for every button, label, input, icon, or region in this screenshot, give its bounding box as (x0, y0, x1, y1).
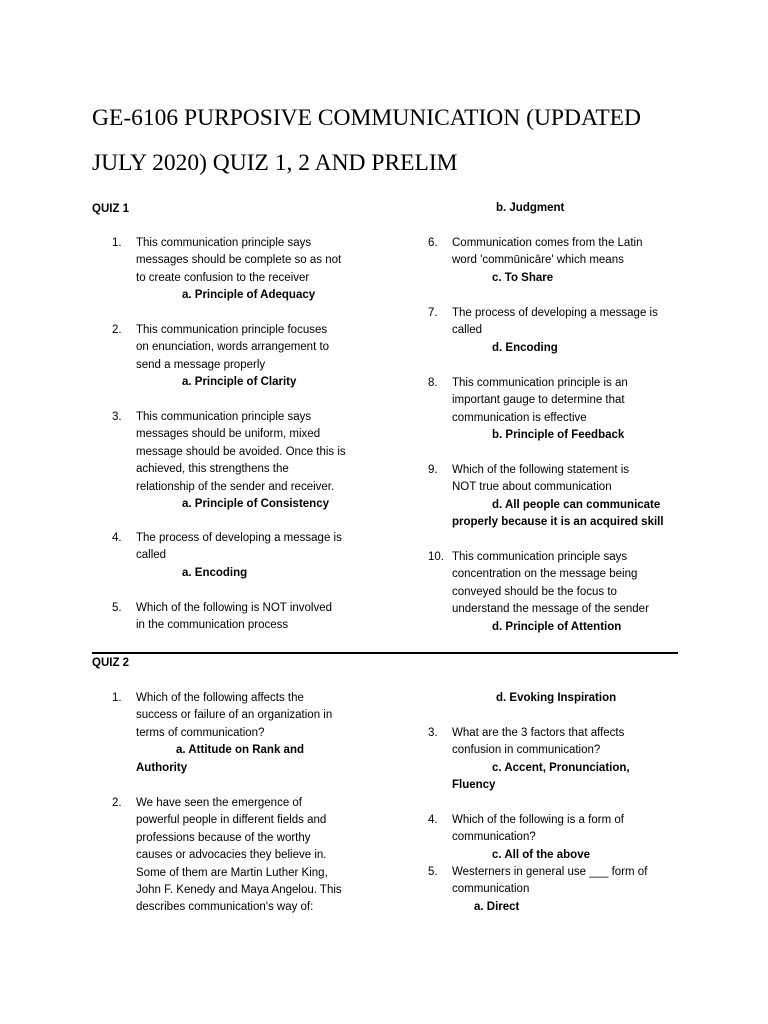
question-text: communication? (452, 831, 536, 844)
question-text: confusion in communication? (452, 744, 601, 757)
question-text: understand the message of the sender (452, 603, 649, 616)
question-number: 1. (112, 692, 122, 704)
question-number: 10. (428, 551, 444, 563)
question-number: 7. (428, 307, 438, 319)
answer-text-continued: properly because it is an acquired skill (452, 516, 664, 528)
answer-text: b. Principle of Feedback (492, 429, 625, 442)
question-text: This communication principle says (452, 551, 628, 563)
question-text: send a message properly (136, 358, 266, 371)
question-text: This communication principle says (136, 411, 312, 423)
question-text: terms of communication? (136, 726, 265, 739)
question-text: in the communication process (136, 619, 289, 632)
question-text: powerful people in different fields and (136, 814, 327, 827)
question-text: concentration on the message being (452, 568, 638, 581)
question-text: John F. Kenedy and Maya Angelou. This (136, 884, 342, 897)
section-divider (92, 652, 678, 654)
question-number: 4. (428, 814, 438, 826)
question-text: This communication principle focuses (136, 324, 328, 336)
question-text: We have seen the emergence of (136, 797, 303, 809)
question-text: This communication principle is an (452, 377, 628, 389)
answer-text: d. Encoding (492, 341, 558, 354)
question-number: 5. (112, 602, 122, 614)
question-text: The process of developing a message is (136, 532, 342, 544)
question-text: NOT true about communication (452, 481, 612, 494)
question-text: Which of the following affects the (136, 692, 304, 704)
quiz-1-carryover-answer: b. Judgment (496, 202, 565, 214)
question-text: relationship of the sender and receiver. (136, 480, 335, 493)
question-number: 8. (428, 377, 438, 389)
answer-text: a. Attitude on Rank and (176, 744, 304, 757)
document-title-line-1: GE-6106 PURPOSIVE COMMUNICATION (UPDATED (92, 105, 642, 131)
question-text: word 'commūnicāre' which means (452, 254, 624, 267)
answer-text-continued: Fluency (452, 779, 496, 791)
question-number: 4. (112, 532, 122, 544)
question-text: Communication comes from the Latin (452, 237, 643, 249)
question-text: messages should be complete so as not (136, 254, 342, 267)
answer-text: a. Principle of Consistency (182, 498, 329, 511)
question-text: Some of them are Martin Luther King, (136, 866, 328, 879)
question-text: communication (452, 883, 530, 896)
question-text: This communication principle says (136, 237, 312, 249)
answer-text: c. To Share (492, 271, 554, 284)
quiz-2-carryover-answer: d. Evoking Inspiration (496, 692, 617, 704)
question-text: called (452, 324, 483, 337)
answer-text: d. All people can communicate (492, 498, 661, 511)
question-text: success or failure of an organization in (136, 709, 333, 722)
quiz-1-heading: QUIZ 1 (92, 203, 130, 215)
answer-text: d. Principle of Attention (492, 620, 622, 633)
question-number: 2. (112, 324, 122, 336)
question-text: called (136, 549, 167, 562)
question-text: Westerners in general use ___ form of (452, 866, 648, 878)
question-number: 6. (428, 237, 438, 249)
question-number: 9. (428, 464, 438, 476)
answer-text: a. Principle of Clarity (182, 376, 297, 389)
question-text: messages should be uniform, mixed (136, 428, 321, 441)
quiz-2-heading: QUIZ 2 (92, 657, 130, 669)
question-text: professions because of the worthy (136, 831, 311, 844)
answer-text-continued: Authority (136, 761, 188, 774)
question-number: 5. (428, 866, 438, 878)
question-text: message should be avoided. Once this is (136, 445, 346, 458)
question-text: important gauge to determine that (452, 394, 625, 407)
question-text: Which of the following is NOT involved (136, 602, 333, 614)
question-text: achieved, this strengthens the (136, 463, 289, 476)
question-number: 1. (112, 237, 122, 249)
question-text: Which of the following statement is (452, 464, 630, 476)
question-text: communication is effective (452, 411, 587, 424)
question-text: on enunciation, words arrangement to (136, 341, 330, 354)
document-title-line-2: JULY 2020) QUIZ 1, 2 AND PRELIM (92, 150, 458, 176)
question-text: What are the 3 factors that affects (452, 727, 625, 739)
answer-text: a. Direct (474, 900, 520, 913)
question-number: 3. (428, 727, 438, 739)
answer-text: c. Accent, Pronunciation, (492, 761, 630, 774)
question-text: causes or advocacies they believe in. (136, 849, 327, 862)
question-number: 3. (112, 411, 122, 423)
question-text: describes communication's way of: (136, 901, 314, 914)
answer-text: a. Encoding (182, 566, 248, 579)
question-text: The process of developing a message is (452, 307, 658, 319)
answer-text: a. Principle of Adequacy (182, 289, 316, 302)
question-text: Which of the following is a form of (452, 814, 624, 826)
answer-text: c. All of the above (492, 848, 590, 861)
question-text: conveyed should be the focus to (452, 585, 617, 598)
question-text: to create confusion to the receiver (136, 271, 310, 284)
question-number: 2. (112, 797, 122, 809)
